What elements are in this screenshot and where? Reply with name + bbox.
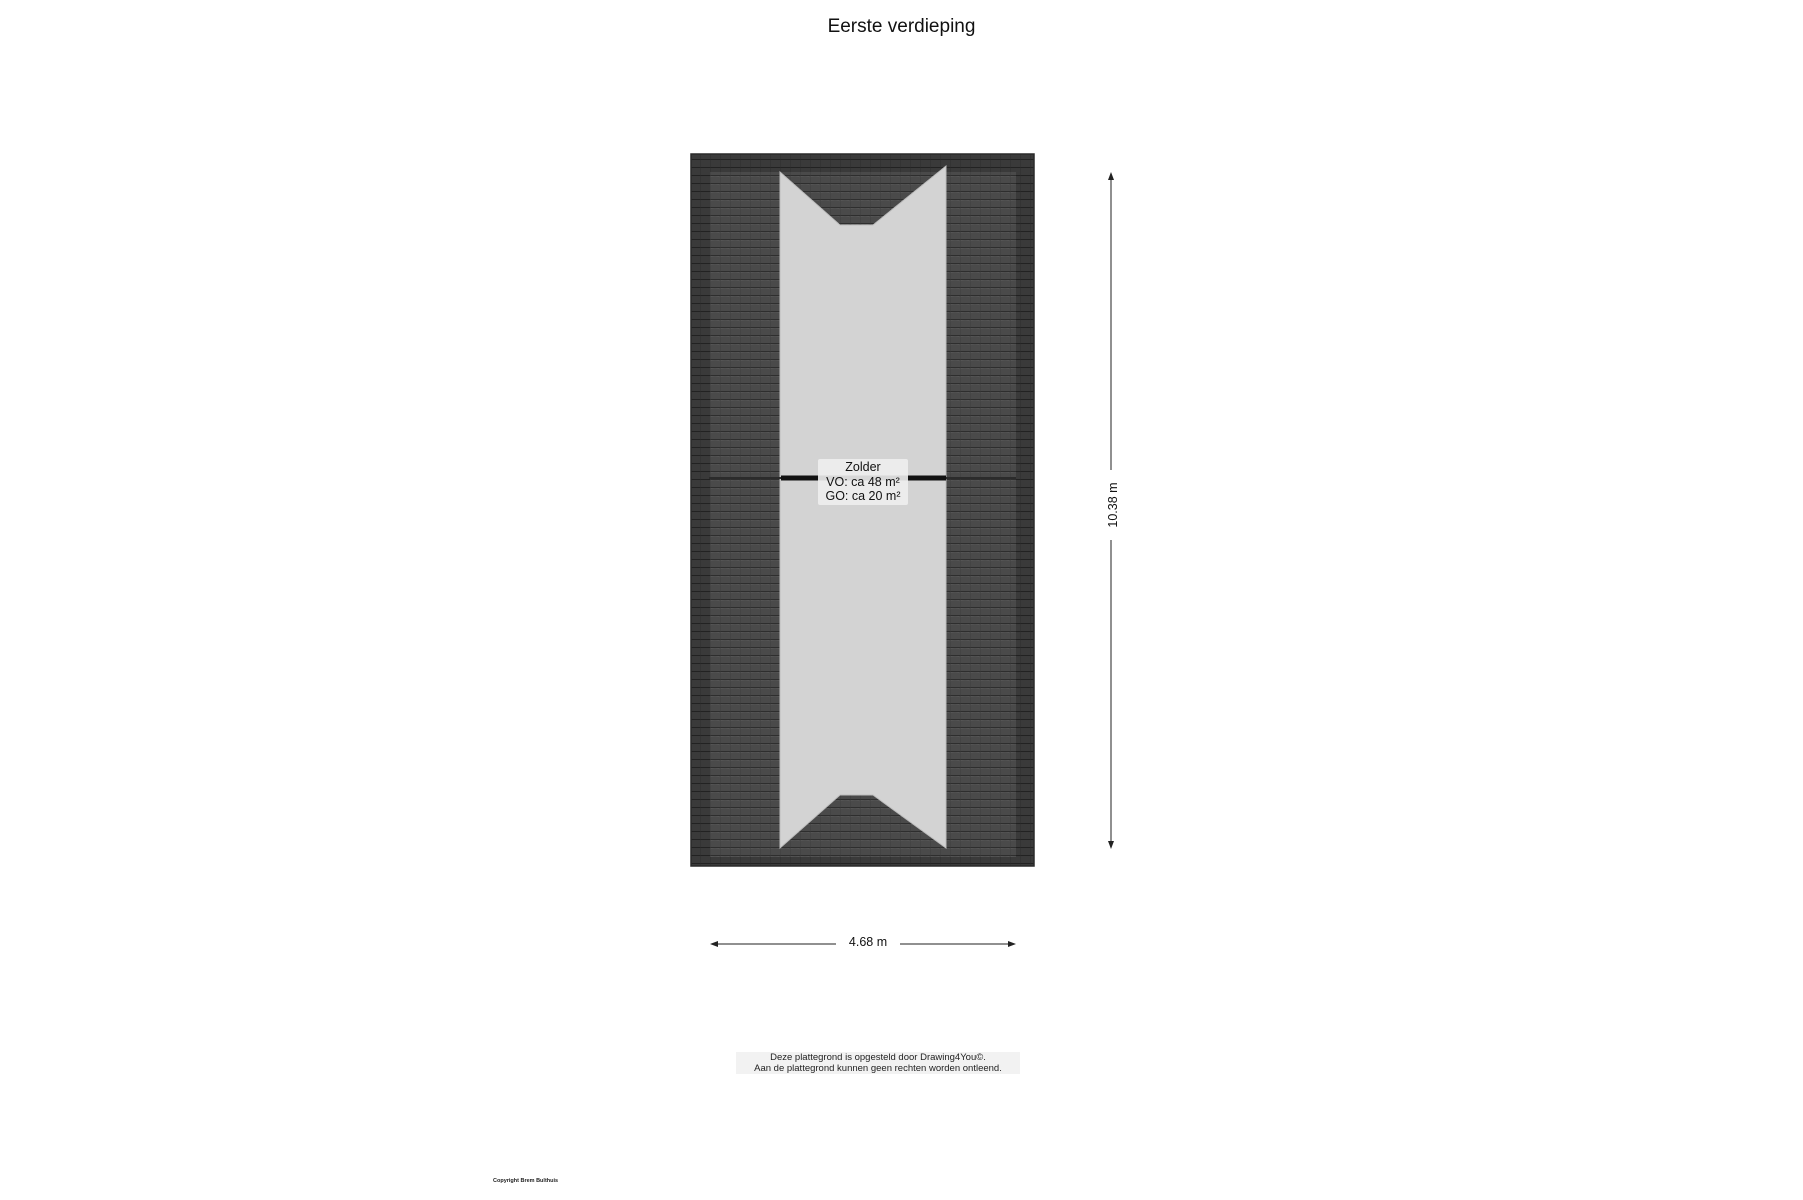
room-gross-area: GO: ca 20 m² — [825, 489, 901, 503]
width-dimension-label: 4.68 m — [836, 935, 900, 949]
copyright-text: Copyright Brem Bulthuis — [493, 1178, 559, 1184]
width-arrow-right — [1008, 941, 1016, 947]
disclaimer — [736, 1052, 1020, 1074]
height-arrow-bottom — [1108, 841, 1114, 849]
disclaimer-line-1: Deze plattegrond is opgesteld door Drawing4You©. — [770, 1052, 986, 1063]
height-arrow-top — [1108, 172, 1114, 180]
room-name: Zolder — [845, 460, 881, 474]
room-usable-area: VO: ca 48 m² — [826, 474, 900, 489]
disclaimer-line-2: Aan de plattegrond kunnen geen rechten worden ontleend. — [754, 1063, 1002, 1074]
page-title: Eerste verdieping — [827, 16, 976, 37]
height-dimension-label: 10.38 m — [1106, 470, 1120, 540]
attic-floor — [780, 166, 946, 848]
width-arrow-left — [710, 941, 718, 947]
room-label — [818, 459, 908, 505]
